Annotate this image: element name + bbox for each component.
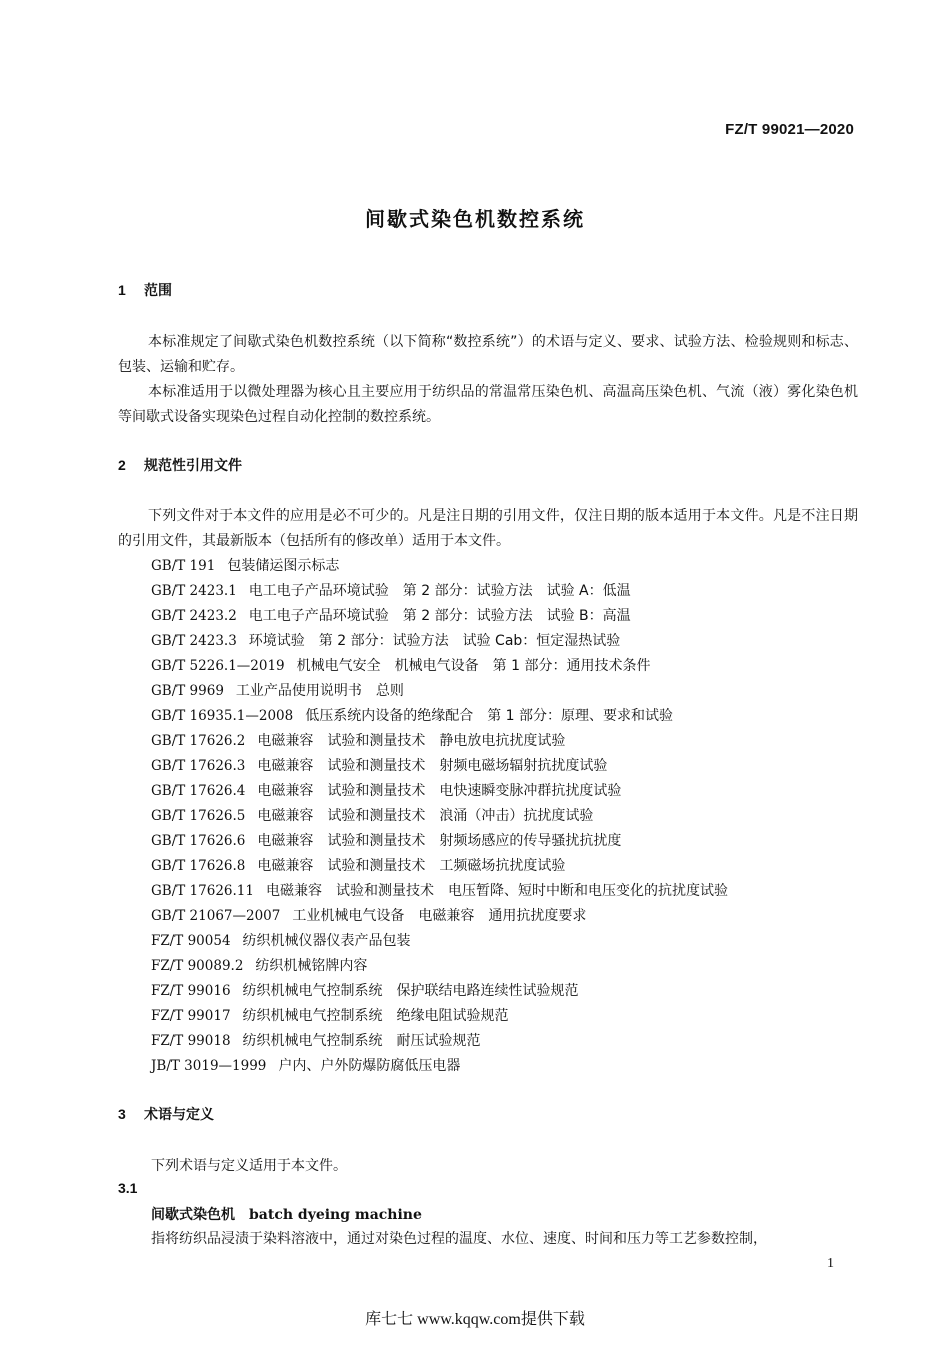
section-2-heading (118, 455, 242, 475)
reference-item (151, 754, 728, 779)
reference-item (151, 654, 728, 679)
reference-code: GB/T 17626.5 (151, 808, 246, 824)
document-title: 间歇式染色机数控系统 (365, 207, 585, 231)
reference-code: GB/T 9969 (151, 683, 224, 699)
reference-code: GB/T 5226.1—2019 (151, 658, 285, 674)
term-name-english: batch dyeing machine (249, 1207, 422, 1223)
reference-code: GB/T 17626.4 (151, 783, 246, 799)
reference-title: 纺织机械电气控制系统 耐压试验规范 (242, 1033, 481, 1049)
reference-code: GB/T 17626.8 (151, 858, 246, 874)
reference-item (151, 829, 728, 854)
reference-item (151, 1054, 728, 1079)
reference-title: 工业机械电气设备 电磁兼容 通用抗扰度要求 (292, 908, 587, 924)
reference-list (151, 554, 728, 1079)
term-name (151, 1204, 422, 1224)
reference-title: 纺织机械仪器仪表产品包装 (242, 933, 411, 949)
section-number: 3 (118, 1106, 126, 1122)
reference-item (151, 1004, 728, 1029)
reference-title: 电工电子产品环境试验 第 2 部分：试验方法 试验 B：高温 (248, 608, 631, 624)
reference-code: GB/T 2423.3 (151, 633, 237, 649)
reference-title: 机械电气安全 机械电气设备 第 1 部分：通用技术条件 (296, 658, 651, 674)
reference-code: JB/T 3019—1999 (151, 1058, 267, 1074)
reference-title: 电磁兼容 试验和测量技术 射频场感应的传导骚扰抗扰度 (257, 833, 622, 849)
reference-item (151, 854, 728, 879)
reference-title: 电磁兼容 试验和测量技术 浪涌（冲击）抗扰度试验 (257, 808, 594, 824)
section-number: 2 (118, 457, 126, 473)
reference-code: GB/T 17626.3 (151, 758, 246, 774)
reference-code: GB/T 2423.2 (151, 608, 237, 624)
reference-title: 包装储运图示标志 (227, 558, 340, 574)
reference-item (151, 679, 728, 704)
reference-title: 电磁兼容 试验和测量技术 工频磁场抗扰度试验 (257, 858, 566, 874)
section-title: 术语与定义 (144, 1107, 214, 1123)
reference-item (151, 554, 728, 579)
reference-title: 纺织机械电气控制系统 保护联结电路连续性试验规范 (242, 983, 579, 999)
reference-item (151, 804, 728, 829)
section-number: 1 (118, 282, 126, 298)
reference-title: 电磁兼容 试验和测量技术 射频电磁场辐射抗扰度试验 (257, 758, 608, 774)
reference-code: GB/T 17626.2 (151, 733, 246, 749)
page-number: 1 (827, 1256, 834, 1271)
reference-title: 电工电子产品环境试验 第 2 部分：试验方法 试验 A：低温 (248, 583, 631, 599)
reference-code: GB/T 2423.1 (151, 583, 237, 599)
reference-item (151, 604, 728, 629)
reference-code: FZ/T 99017 (151, 1008, 231, 1024)
section-title: 规范性引用文件 (144, 458, 242, 474)
reference-item (151, 729, 728, 754)
reference-code: FZ/T 99016 (151, 983, 231, 999)
reference-title: 户内、户外防爆防腐低压电器 (278, 1058, 461, 1074)
reference-code: GB/T 16935.1—2008 (151, 708, 294, 724)
term-name-chinese: 间歇式染色机 (151, 1207, 235, 1223)
reference-item (151, 904, 728, 929)
section-title: 范围 (144, 283, 172, 299)
reference-title: 纺织机械铭牌内容 (255, 958, 368, 974)
terms-intro: 下列术语与定义适用于本文件。 (151, 1158, 347, 1174)
section-3-heading (118, 1104, 214, 1124)
reference-title: 纺织机械电气控制系统 绝缘电阻试验规范 (242, 1008, 509, 1024)
reference-item (151, 979, 728, 1004)
reference-code: GB/T 191 (151, 558, 216, 574)
reference-item (151, 954, 728, 979)
reference-code: GB/T 17626.11 (151, 883, 254, 899)
section-1-heading (118, 280, 172, 300)
standard-code: FZ/T 99021—2020 (725, 121, 854, 138)
reference-code: GB/T 21067—2007 (151, 908, 281, 924)
reference-title: 电磁兼容 试验和测量技术 静电放电抗扰度试验 (257, 733, 566, 749)
reference-item (151, 779, 728, 804)
reference-code: FZ/T 90089.2 (151, 958, 244, 974)
reference-title: 电磁兼容 试验和测量技术 电快速瞬变脉冲群抗扰度试验 (257, 783, 622, 799)
term-number: 3.1 (118, 1180, 138, 1196)
reference-title: 低压系统内设备的绝缘配合 第 1 部分：原理、要求和试验 (305, 708, 674, 724)
scope-paragraph-1: 本标准规定了间歇式染色机数控系统（以下简称“数控系统”）的术语与定义、要求、试验方法、检验规则和标志、包装、运输和贮存。 (118, 334, 858, 375)
reference-item (151, 1029, 728, 1054)
reference-code: GB/T 17626.6 (151, 833, 246, 849)
reference-title: 环境试验 第 2 部分：试验方法 试验 Cab：恒定湿热试验 (248, 633, 621, 649)
reference-code: FZ/T 99018 (151, 1033, 231, 1049)
scope-paragraph-2: 本标准适用于以微处理器为核心且主要应用于纺织品的常温常压染色机、高温高压染色机、气流（液）雾化染色机等间歇式设备实现染色过程自动化控制的数控系统。 (118, 384, 858, 425)
reference-item (151, 929, 728, 954)
reference-item (151, 579, 728, 604)
reference-item (151, 629, 728, 654)
reference-title: 电磁兼容 试验和测量技术 电压暂降、短时中断和电压变化的抗扰度试验 (265, 883, 728, 899)
term-definition: 指将纺织品浸渍于染料溶液中，通过对染色过程的温度、水位、速度、时间和压力等工艺参数控制， (151, 1231, 767, 1247)
references-intro: 下列文件对于本文件的应用是必不可少的。凡是注日期的引用文件，仅注日期的版本适用于本文件。凡是不注日期的引用文件，其最新版本（包括所有的修改单）适用于本文件。 (118, 508, 858, 549)
reference-item (151, 879, 728, 904)
reference-title: 工业产品使用说明书 总则 (235, 683, 404, 699)
reference-item (151, 704, 728, 729)
reference-code: FZ/T 90054 (151, 933, 231, 949)
footer-watermark-text: 库七七 www.kqqw.com提供下载 (365, 1311, 585, 1328)
